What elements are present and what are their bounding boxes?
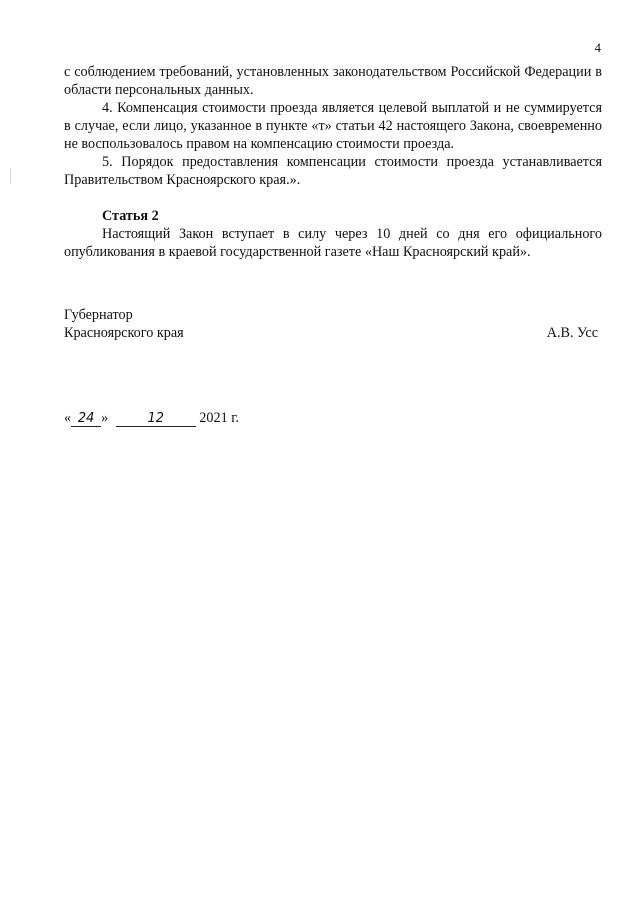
- handwritten-month: 12: [147, 411, 164, 426]
- signing-date: [64, 410, 239, 427]
- handwritten-day: 24: [77, 411, 95, 426]
- date-open-quote: «: [64, 410, 72, 426]
- date-day-field: [71, 411, 101, 427]
- page-number: 4: [594, 40, 601, 55]
- signatory-title-line1: Губернатор: [64, 307, 133, 323]
- article-2-heading: Статья 2: [102, 208, 159, 224]
- signatory-title-line2: Красноярского края: [64, 325, 184, 341]
- signature-block: [64, 306, 598, 342]
- document-body: [64, 63, 602, 261]
- paragraph-continuation: с соблюдением требований, установленных законодательством Российской Федерации в области персональных данных.: [64, 64, 602, 98]
- date-year: 2021 г.: [199, 410, 239, 426]
- date-month-field: [116, 411, 196, 427]
- paragraph-item-4: 4. Компенсация стоимости проезда является целевой выплатой и не суммируется в случае, если лицо, указанное в пункте «т» статьи 42 настоящего Закона, своевременно не воспользовалось правом на компенсацию стоимости проезда.: [64, 100, 602, 152]
- scan-mark: [10, 168, 11, 184]
- article-2-text: Настоящий Закон вступает в силу через 10 дней со дня его официального опубликования в краевой государственной газете «Наш Красноярский край».: [64, 226, 602, 260]
- paragraph-item-5: 5. Порядок предоставления компенсации стоимости проезда устанавливается Правительством Красноярского края.».: [64, 154, 602, 188]
- signatory-name: А.В. Усс: [546, 325, 598, 341]
- date-close-quote: »: [101, 410, 109, 426]
